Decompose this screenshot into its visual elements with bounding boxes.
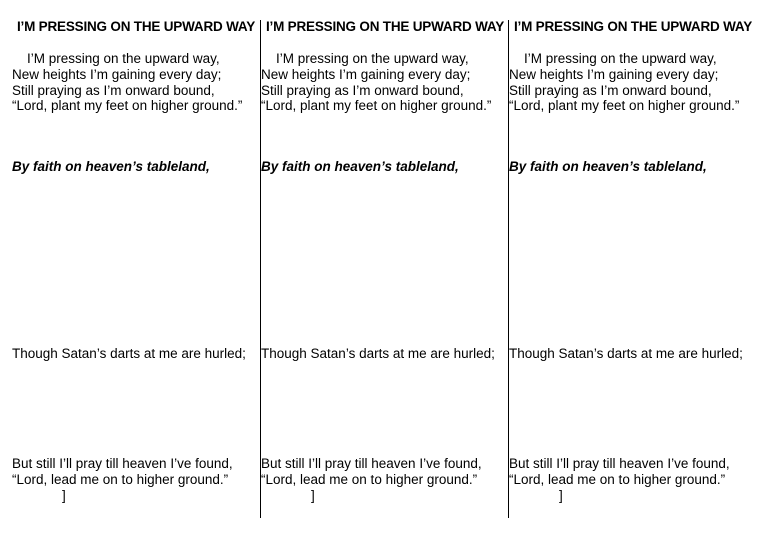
verse-three-line: Though Satan’s darts at me are hurled; [261,346,495,361]
hymn-title: I’M PRESSING ON THE UPWARD WAY [265,19,505,34]
verse-line: “Lord, plant my feet on higher ground.” [261,98,492,114]
verse-line: I’M pressing on the upward way, [524,51,717,66]
verse-line: “Lord, lead me on to higher ground.” [12,471,229,487]
verse-one [509,51,739,114]
verse-line: Still praying as I’m onward bound, [12,82,215,98]
verse-one [261,51,491,114]
bracket-mark: ] [311,487,315,503]
chorus-line: By faith on heaven’s tableland, [12,159,210,174]
verse-three-line: Though Satan’s darts at me are hurled; [12,346,246,361]
bracket-mark: ] [559,487,563,503]
verse-line: New heights I’m gaining every day; [509,66,719,82]
hymn-title: I’M PRESSING ON THE UPWARD WAY [513,19,753,34]
hymn-column-3 [509,0,757,543]
verse-four [12,456,233,503]
verse-line: I’M pressing on the upward way, [276,51,469,66]
verse-line: “Lord, plant my feet on higher ground.” [12,98,243,114]
verse-three-line: Though Satan’s darts at me are hurled; [509,346,743,361]
verse-four [261,456,482,503]
verse-line: But still I’ll pray till heaven I’ve found, [12,456,233,471]
chorus-line: By faith on heaven’s tableland, [509,159,707,174]
verse-line: New heights I’m gaining every day; [12,66,222,82]
verse-line: But still I’ll pray till heaven I’ve found, [509,456,730,471]
verse-line: “Lord, lead me on to higher ground.” [261,471,478,487]
hymn-title: I’M PRESSING ON THE UPWARD WAY [16,19,256,34]
verse-line: Still praying as I’m onward bound, [261,82,464,98]
verse-line: I’M pressing on the upward way, [27,51,220,66]
verse-line: “Lord, lead me on to higher ground.” [509,471,726,487]
bracket-mark: ] [62,487,66,503]
verse-one [12,51,242,114]
verse-line: New heights I’m gaining every day; [261,66,471,82]
verse-line: “Lord, plant my feet on higher ground.” [509,98,740,114]
verse-line: Still praying as I’m onward bound, [509,82,712,98]
verse-line: But still I’ll pray till heaven I’ve found, [261,456,482,471]
verse-four [509,456,730,503]
hymn-column-1 [12,0,260,543]
hymn-column-2 [261,0,509,543]
chorus-line: By faith on heaven’s tableland, [261,159,459,174]
